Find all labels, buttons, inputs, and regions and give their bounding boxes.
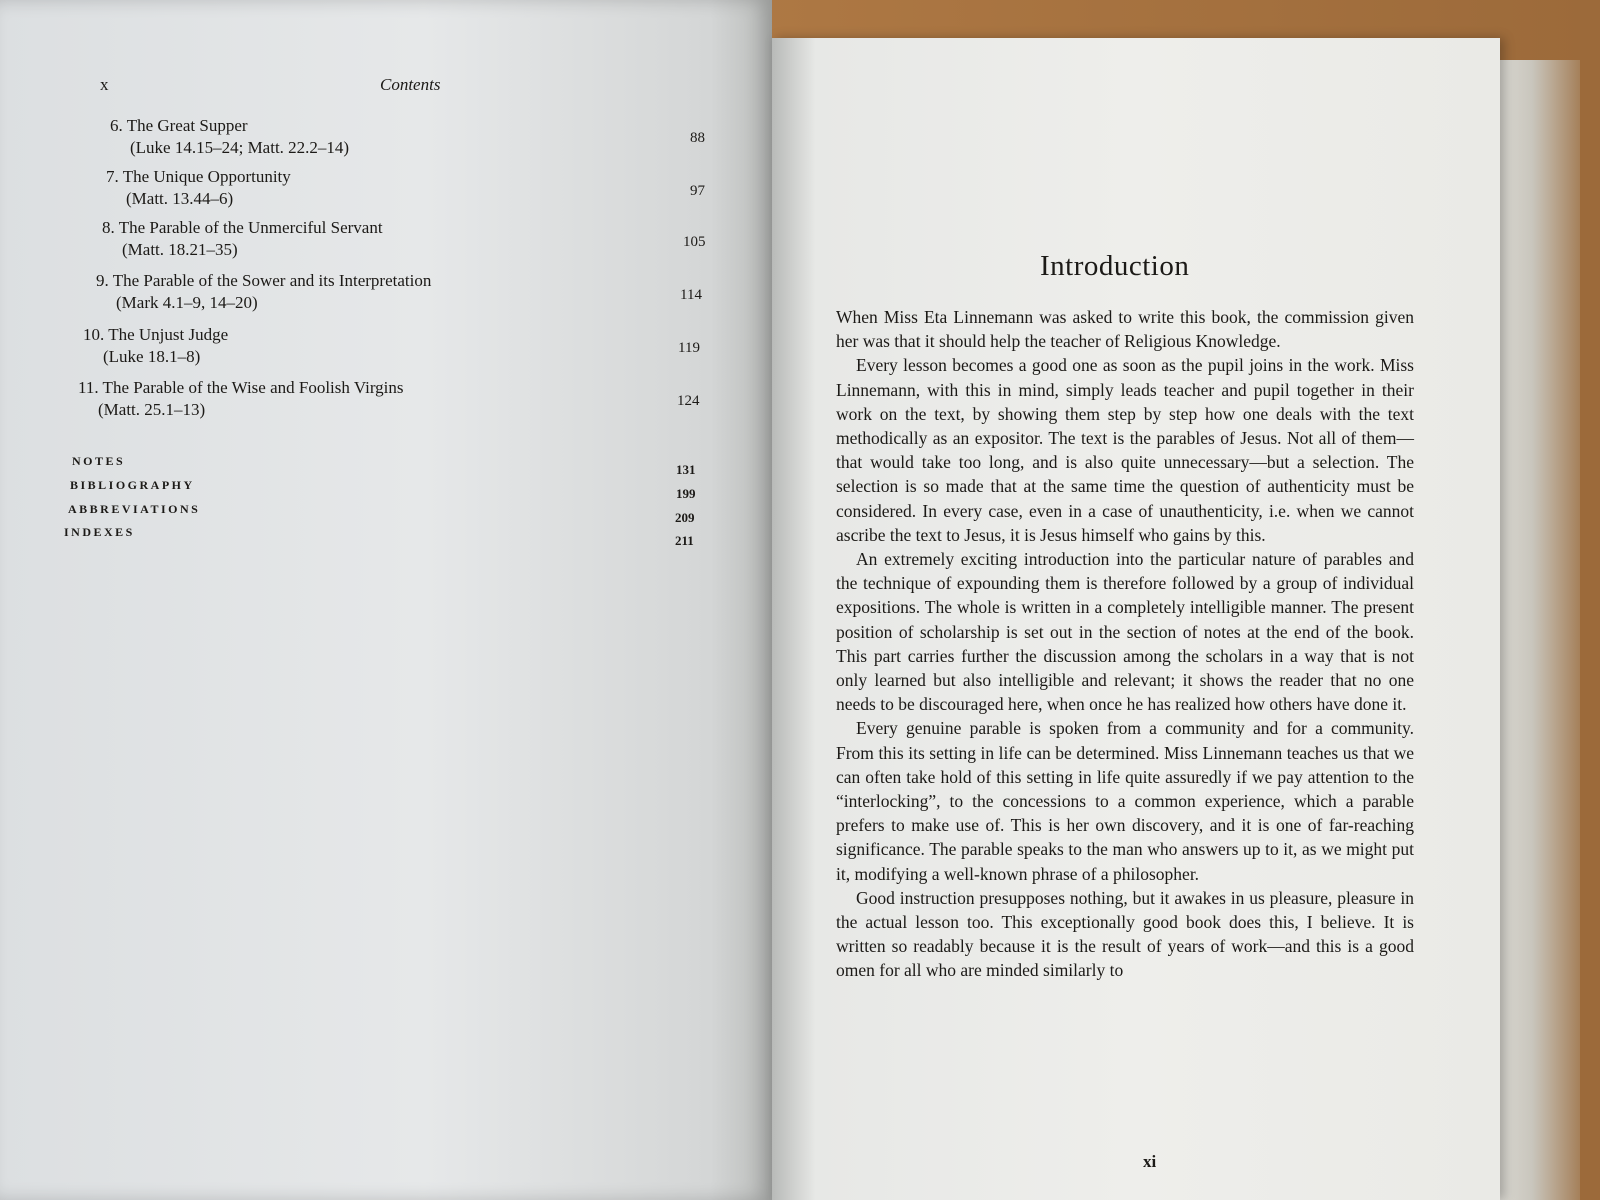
toc-entry xyxy=(96,270,431,314)
toc-entry-title: 9. The Parable of the Sower and its Interpretation xyxy=(96,271,432,290)
toc-entry-ref: (Matt. 13.44–6) xyxy=(126,189,234,208)
toc-indexes: INDEXES xyxy=(64,525,135,539)
toc-abbreviations-page: 209 xyxy=(675,510,695,525)
intro-paragraph: Every genuine parable is spoken from a community and for a community. From this its setting in life can be determined. Miss Linnemann teaches us that we can often take hold of this setting in life quite assuredly if we pay attention to the “interlocking”, to the concessions to a common experience, which a parable prefers to make use of. This is her own discovery, and it is one of far-reaching significance. The parable speaks to the man who answers up to it, as we might put it, modifying a well-known phrase of a philosopher. xyxy=(836,718,1414,884)
toc-entry xyxy=(110,115,349,159)
toc-entry-page: 105 xyxy=(683,234,706,250)
toc-entry-title: 6. The Great Supper xyxy=(110,116,248,135)
toc-entry-ref: (Matt. 18.21–35) xyxy=(122,240,238,259)
toc-entry-title: 8. The Parable of the Unmerciful Servant xyxy=(102,218,383,237)
page-edge xyxy=(1500,60,1580,1200)
toc-entry-title: 11. The Parable of the Wise and Foolish Virgins xyxy=(78,378,404,397)
toc-notes-page: 131 xyxy=(676,462,696,477)
toc-abbreviations: ABBREVIATIONS xyxy=(68,502,201,516)
toc-entry-page: 114 xyxy=(680,287,702,303)
toc-entry xyxy=(102,217,383,261)
toc-entry-ref: (Mark 4.1–9, 14–20) xyxy=(116,293,258,312)
toc-bibliography: BIBLIOGRAPHY xyxy=(70,478,195,492)
toc-entry-page: 119 xyxy=(678,340,700,356)
intro-paragraph: Every lesson becomes a good one as soon as the pupil joins in the work. Miss Linnemann, with this in mind, simply leads teacher and pupil together in their work on the text, by showing them step by step how one deals with the text methodically as an expositor. The text is the parables of Jesus. Not all of them—that would take too long, and is also quite unnecessary—but a selection. The selection is so made that at the same time the question of authenticity must be considered. In every case, even in a case of unauthenticity, i.e. when we cannot ascribe the text to Jesus, it is Jesus himself who gains by this. xyxy=(836,355,1414,545)
intro-paragraph: Good instruction presupposes nothing, but it awakes in us pleasure, pleasure in the actual lesson too. This exceptionally good book does this, I believe. It is written so readably because it is the result of years of work—and this is a good omen for all who are minded similarly to xyxy=(836,887,1414,981)
toc-entry-page: 97 xyxy=(690,183,705,199)
toc-bibliography-page: 199 xyxy=(676,486,696,501)
intro-paragraph: When Miss Eta Linnemann was asked to write this book, the commission given her was that it should help the teacher of Religious Knowledge. xyxy=(836,307,1414,352)
toc-entry-ref: (Matt. 25.1–13) xyxy=(98,400,206,419)
toc-entry-page: 124 xyxy=(677,393,700,409)
toc-entry-title: 7. The Unique Opportunity xyxy=(106,167,291,186)
running-head-title: Contents xyxy=(380,75,441,94)
toc-entry-ref: (Luke 14.15–24; Matt. 22.2–14) xyxy=(130,138,350,157)
intro-body xyxy=(836,305,1414,983)
intro-paragraph: An extremely exciting introduction into the particular nature of parables and the technique of expounding them is therefore followed by a group of individual expositions. The whole is written in a completely intelligible manner. The present position of scholarship is set out in the section of notes at the end of the book. This part carries further the discussion among the scholars in a way that is not only learned but also intelligible and relevant; it shows the reader that no one needs to be discouraged here, when once he has realized how others have done it. xyxy=(836,549,1414,715)
toc-entry xyxy=(83,324,228,368)
toc-entry xyxy=(106,166,291,210)
intro-title: Introduction xyxy=(1040,250,1190,282)
toc-entry-title: 10. The Unjust Judge xyxy=(83,325,229,344)
toc-entry-page: 88 xyxy=(690,130,705,146)
toc-entry-ref: (Luke 18.1–8) xyxy=(103,347,201,366)
toc-indexes-page: 211 xyxy=(675,533,694,548)
toc-entry xyxy=(78,377,404,421)
left-folio: x xyxy=(100,75,109,94)
toc-notes: NOTES xyxy=(72,454,126,468)
running-head xyxy=(100,75,700,99)
right-folio: xi xyxy=(1143,1152,1157,1171)
